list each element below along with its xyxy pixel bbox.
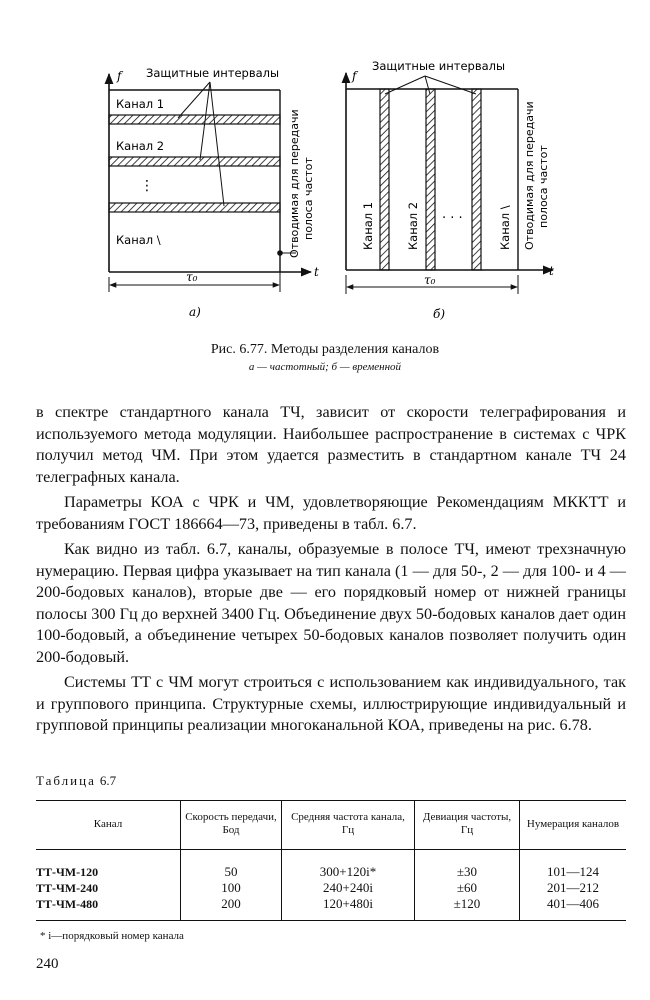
panel-b-channel-1: Канал 1: [361, 201, 375, 250]
table-cell: 200: [181, 896, 282, 921]
table-cell: 100: [181, 880, 282, 896]
panel-a-channel-1: Канал 1: [116, 97, 165, 111]
panel-b-dots: · · ·: [442, 211, 463, 226]
table-cell: ±120: [415, 896, 520, 921]
table-row: [36, 850, 626, 881]
table-cell: 401—406: [520, 896, 627, 921]
panel-a-guard-band: [109, 157, 280, 166]
table-cell: 240+240i: [282, 880, 415, 896]
column-header: Нумерация каналов: [520, 801, 627, 850]
body-text: [36, 402, 626, 741]
figure-diagrams: [0, 0, 650, 340]
panel-a-duration: τ₀: [186, 270, 198, 284]
table-label-number: 6.7: [99, 773, 117, 788]
panel-a-band-label-2: полоса частот: [302, 157, 315, 240]
panel-b-duration: τ₀: [424, 273, 436, 287]
table-row: [36, 880, 626, 896]
table-footnote: * i—порядковый номер канала: [40, 930, 184, 942]
panel-b-channel-2: Канал 2: [406, 201, 420, 250]
paragraph: Параметры КОА с ЧРК и ЧМ, удовлетворяющие Рекомендациям МККТТ и требованиям ГОСТ 186664—73, приведены в табл. 6.7.: [36, 493, 626, 533]
panel-b-guard-band: [426, 89, 435, 270]
panel-a-band-label-1: Отводимая для передачи: [288, 109, 301, 258]
column-header: Скорость передачи, Бод: [181, 801, 282, 850]
figure-6-77: [0, 0, 650, 400]
parameters-table: [36, 800, 626, 921]
panel-a-channel-n: Канал \: [116, 233, 161, 247]
panel-b-letter: б): [433, 307, 446, 321]
panel-b: [346, 59, 554, 321]
panel-b-t-label: t: [549, 264, 554, 278]
panel-b-band-label-2: полоса частот: [537, 145, 550, 228]
column-header: Средняя частота канала, Гц: [282, 801, 415, 850]
column-header: Девиация частоты, Гц: [415, 801, 520, 850]
table-label-word: Таблица: [36, 773, 96, 788]
table-cell: 50: [181, 850, 282, 881]
table-header-row: [36, 801, 626, 850]
table-cell: ТТ-ЧМ-480: [36, 896, 181, 921]
panel-b-f-label: f: [352, 69, 357, 83]
paragraph: Как видно из табл. 6.7, каналы, образуемые в полосе ТЧ, имеют трехзначную нумерацию. Первая цифра указывает на тип канала (1 — для 50-, 2 — для 100- и 4 — 200-бодовых каналов), вторые две — его порядковый номер от нижней границы полосы 300 Гц до верхней 3400 Гц. Объединение двух 50-бодовых каналов дает один 100-бодовый, а объединение четырех 50-бодовых каналов позволяет получить один 200-бодовый.: [36, 540, 626, 666]
table-cell: 201—212: [520, 880, 627, 896]
panel-a-t-label: t: [314, 265, 319, 279]
paragraph: в спектре стандартного канала ТЧ, зависит от скорости телеграфирования и используемого метода модуляции. Наибольшее распространение в системах с ЧРК получил метод ЧМ. При этом удается разместить в стандартном канале ТЧ 24 телеграфных канала.: [36, 403, 626, 486]
panel-b-guard-band: [472, 89, 481, 270]
panel-a-channel-2: Канал 2: [116, 139, 165, 153]
paragraph: Системы ТТ с ЧМ могут строиться с использованием как индивидуального, так и группового принципа. Структурные схемы, иллюстрирующие индивидуальный и групповой принципы реализации многоканальной КОА, приведены на рис. 6.78.: [36, 673, 626, 734]
table-row: [36, 896, 626, 921]
column-header: Канал: [36, 801, 181, 850]
panel-b-guard-label: Защитные интервалы: [372, 59, 506, 73]
figure-caption: Рис. 6.77. Методы разделения каналов: [210, 342, 440, 357]
table-cell: 120+480i: [282, 896, 415, 921]
table-cell: ±30: [415, 850, 520, 881]
table-cell: 300+120i*: [282, 850, 415, 881]
table-cell: 101—124: [520, 850, 627, 881]
panel-a-dots: ⋮: [140, 178, 154, 194]
table-cell: ТТ-ЧМ-120: [36, 865, 99, 879]
page-number: 240: [36, 956, 59, 972]
panel-a-guard-label: Защитные интервалы: [146, 66, 280, 80]
panel-a-f-label: f: [117, 69, 122, 83]
figure-caption-sub: а — частотный; б — временной: [248, 361, 402, 373]
panel-a-guard-band: [109, 115, 280, 124]
table-cell: ТТ-ЧМ-240: [36, 881, 99, 895]
panel-a-guard-band: [109, 203, 280, 212]
table-caption: [36, 773, 116, 789]
table-cell: ±60: [415, 880, 520, 896]
panel-b-guard-band: [380, 89, 389, 270]
panel-b-band-label-1: Отводимая для передачи: [523, 101, 536, 250]
panel-b-channel-n: Канал \: [498, 205, 512, 250]
panel-a-letter: а): [189, 305, 201, 319]
panel-a: [109, 66, 319, 319]
